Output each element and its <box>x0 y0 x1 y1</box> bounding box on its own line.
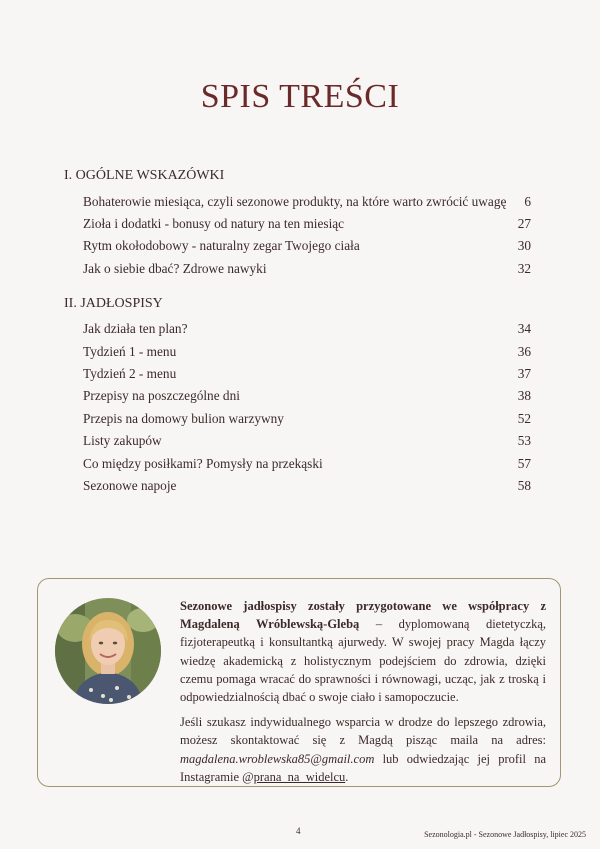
page-number: 4 <box>296 826 301 836</box>
bio-intro-bold: Sezonowe jadłospisy zostały przygotowane we współpracy z Magdaleną Wróblewską-Glebą <box>180 599 546 632</box>
publication-footer: Sezonologia.pl - Sezonowe Jadłospisy, lipiec 2025 <box>424 830 586 839</box>
toc-item-page: 6 <box>524 194 531 209</box>
toc-item-page: 57 <box>517 456 531 471</box>
toc-item-broth[interactable] <box>83 411 531 431</box>
toc-item-page: 30 <box>517 238 531 253</box>
bio-contact-end: . <box>345 769 349 784</box>
toc-item-recipes[interactable] <box>83 388 531 408</box>
bio-paragraph-2 <box>180 713 546 786</box>
toc-item-page: 27 <box>517 216 531 231</box>
author-bio-text <box>180 597 546 793</box>
toc-item-page: 37 <box>517 366 531 381</box>
toc-item-snacks[interactable] <box>83 456 531 476</box>
toc-item-label: Tydzień 1 - menu <box>83 344 177 359</box>
toc-item-week2[interactable] <box>83 366 531 386</box>
toc-item-label: Zioła i dodatki - bonusy od natury na ten miesiąc <box>83 216 345 231</box>
toc-item-page: 52 <box>517 411 531 426</box>
toc-item-circadian[interactable] <box>83 238 531 258</box>
toc-item-page: 58 <box>517 478 531 493</box>
toc-item-label: Jak o siebie dbać? Zdrowe nawyki <box>83 261 267 276</box>
toc-item-drinks[interactable] <box>83 478 531 498</box>
page-title: SPIS TREŚCI <box>200 78 400 115</box>
toc-item-habits[interactable] <box>83 261 531 281</box>
toc-item-label: Sezonowe napoje <box>83 478 177 493</box>
section-heading-menus: II. JADŁOSPISY <box>64 296 163 311</box>
toc-item-page: 32 <box>517 261 531 276</box>
bio-paragraph-1 <box>180 597 546 706</box>
instagram-link[interactable]: prana_na_widelcu <box>253 769 346 784</box>
bio-contact-middle: lub odwiedzając jej profil na Instagramie @ <box>180 751 546 784</box>
toc-item-page: 53 <box>517 433 531 448</box>
toc-item-page: 34 <box>517 321 531 336</box>
toc-item-seasonal-heroes[interactable] <box>83 194 531 214</box>
section-heading-general: I. OGÓLNE WSKAZÓWKI <box>64 168 225 183</box>
toc-item-label: Bohaterowie miesiąca, czyli sezonowe produkty, na które warto zwrócić uwagę <box>83 194 507 209</box>
author-photo <box>55 598 161 704</box>
toc-item-week1[interactable] <box>83 344 531 364</box>
toc-item-label: Co między posiłkami? Pomysły na przekąski <box>83 456 323 471</box>
toc-item-page: 36 <box>517 344 531 359</box>
toc-item-label: Tydzień 2 - menu <box>83 366 177 381</box>
toc-item-label: Przepisy na poszczególne dni <box>83 388 240 403</box>
toc-item-shopping[interactable] <box>83 433 531 453</box>
toc-item-label: Listy zakupów <box>83 433 162 448</box>
bio-contact-text: Jeśli szukasz indywidualnego wsparcia w drodze do lepszego zdrowia, możesz skontaktować się z Magdą pisząc maila na adres: <box>180 715 546 748</box>
toc-item-plan[interactable] <box>83 321 531 341</box>
email-link[interactable]: magdalena.wroblewska85@gmail.com <box>180 751 375 766</box>
toc-item-herbs[interactable] <box>83 216 531 236</box>
toc-item-label: Przepis na domowy bulion warzywny <box>83 411 284 426</box>
bio-description: – dyplomowaną dietetyczką, fizjoterapeutką i konsultantką ajurwedy. W swojej pracy Magda łączy wiedzę akademicką z holistycznym podejściem do zdrowia, dzięki czemu pomaga wracać do sprawności i równowagi, ucząc, jak z troską i odpowiedzialnością dbać o swoje ciało i samopoczucie. <box>180 617 546 705</box>
toc-item-label: Rytm okołodobowy - naturalny zegar Twojego ciała <box>83 238 360 253</box>
toc-item-label: Jak działa ten plan? <box>83 321 188 336</box>
toc-item-page: 38 <box>517 388 531 403</box>
